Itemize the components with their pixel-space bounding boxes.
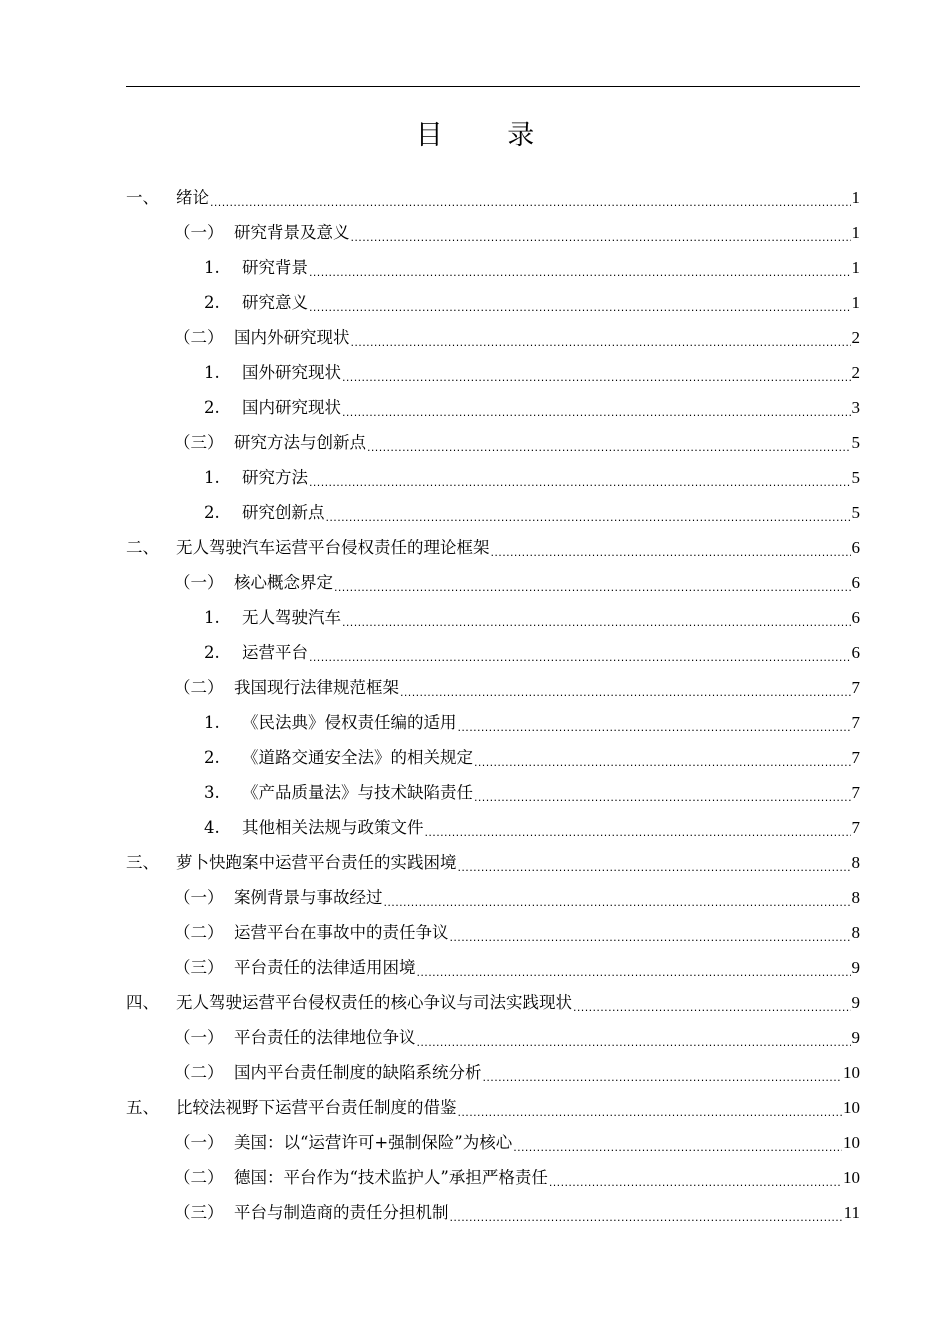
toc-dot-leader (450, 1198, 843, 1235)
toc-entry-title: 无人驾驶汽车运营平台侵权责任的理论框架 (176, 538, 490, 557)
toc-entry-page: 1 (851, 223, 860, 242)
toc-entry-page: 1 (851, 293, 860, 312)
toc-entry-title: 美国：以“运营许可+强制保险”为核心 (234, 1133, 513, 1152)
toc-entry[interactable] (126, 565, 860, 600)
toc-entry-number: 1. (204, 713, 220, 732)
toc-entry-page: 7 (851, 678, 860, 697)
toc-entry-number: 1. (204, 363, 220, 382)
toc-entry-number: 2. (204, 643, 220, 662)
toc-entry-title: 我国现行法律规范框架 (234, 678, 399, 697)
toc-entry-number: （三） (174, 958, 224, 977)
toc-entry-page: 6 (851, 573, 860, 592)
toc-entry[interactable] (126, 250, 860, 285)
toc-entry-page: 2 (851, 328, 860, 347)
toc-entry-title: 平台责任的法律地位争议 (234, 1028, 416, 1047)
toc-entry-page: 6 (851, 608, 860, 627)
toc-entry-page: 9 (851, 1028, 860, 1047)
toc-entry[interactable] (126, 495, 860, 530)
toc-entry-title: 其他相关法规与政策文件 (242, 818, 424, 837)
toc-entry-number: （一） (174, 573, 224, 592)
toc-entry-page: 9 (851, 958, 860, 977)
toc-entry[interactable] (126, 985, 860, 1020)
toc-entry-number: 1. (204, 258, 220, 277)
toc-entry-number: 五、 (126, 1098, 159, 1117)
toc-entry[interactable] (126, 1195, 860, 1230)
toc-entry-page: 8 (851, 888, 860, 907)
toc-entry-number: （三） (174, 1203, 224, 1222)
toc-entry-number: 二、 (126, 538, 159, 557)
toc-entry[interactable] (126, 670, 860, 705)
toc-entry-title: 平台与制造商的责任分担机制 (234, 1203, 449, 1222)
toc-entry[interactable] (126, 1090, 860, 1125)
toc-entry-number: （一） (174, 1133, 224, 1152)
toc-entry[interactable] (126, 600, 860, 635)
toc-entry-page: 6 (851, 643, 860, 662)
toc-entry-title: 绪论 (176, 188, 209, 207)
toc-entry-number: 1. (204, 608, 220, 627)
toc-entry-page: 2 (851, 363, 860, 382)
toc-entry-number: （一） (174, 1028, 224, 1047)
toc-entry-page: 10 (843, 1168, 860, 1187)
toc-entry-page: 7 (851, 818, 860, 837)
toc-entry-title: 运营平台在事故中的责任争议 (234, 923, 449, 942)
toc-entry-title: 案例背景与事故经过 (234, 888, 383, 907)
toc-entry[interactable] (126, 705, 860, 740)
toc-entry-page: 7 (851, 783, 860, 802)
toc-entry-page: 6 (851, 538, 860, 557)
toc-entry-title: 国内外研究现状 (234, 328, 350, 347)
toc-entry-number: 3. (204, 783, 220, 802)
toc-entry-title: 研究背景 (242, 258, 308, 277)
toc-entry-title: 《产品质量法》与技术缺陷责任 (242, 783, 473, 802)
toc-entry[interactable] (126, 460, 860, 495)
toc-entry[interactable] (126, 285, 860, 320)
toc-entry-title: 比较法视野下运营平台责任制度的借鉴 (176, 1098, 457, 1117)
toc-entry-page: 5 (851, 433, 860, 452)
toc-entry-title: 研究创新点 (242, 503, 325, 522)
toc-entry[interactable] (126, 1160, 860, 1195)
toc-entry-title: 《道路交通安全法》的相关规定 (242, 748, 473, 767)
toc-entry[interactable] (126, 320, 860, 355)
toc-entry-number: （一） (174, 888, 224, 907)
toc-entry[interactable] (126, 915, 860, 950)
toc-entry[interactable] (126, 355, 860, 390)
toc-entry-title: 研究意义 (242, 293, 308, 312)
toc-entry[interactable] (126, 880, 860, 915)
toc-entry-page: 7 (851, 748, 860, 767)
toc-entry[interactable] (126, 1020, 860, 1055)
toc-entry-page: 9 (851, 993, 860, 1012)
toc-entry-page: 3 (851, 398, 860, 417)
toc-entry[interactable] (126, 180, 860, 215)
toc-entry-title: 核心概念界定 (234, 573, 333, 592)
toc-entry-title: 研究方法 (242, 468, 308, 487)
toc-entry-number: （二） (174, 923, 224, 942)
toc-entry-page: 7 (851, 713, 860, 732)
toc-entry-number: 一、 (126, 188, 159, 207)
toc-entry-page: 10 (843, 1098, 860, 1117)
toc-title: 目 录 (415, 120, 563, 151)
toc-entry[interactable] (126, 425, 860, 460)
toc-entry-page: 5 (851, 503, 860, 522)
toc-entry-number: 2. (204, 503, 220, 522)
toc-entry-number: （二） (174, 1168, 224, 1187)
toc-entry[interactable] (126, 950, 860, 985)
toc-entry-page: 1 (851, 258, 860, 277)
toc-entry-title: 国内平台责任制度的缺陷系统分析 (234, 1063, 482, 1082)
toc-entry-title: 《民法典》侵权责任编的适用 (242, 713, 457, 732)
toc-entry-number: 四、 (126, 993, 159, 1012)
toc-entry-page: 11 (843, 1203, 860, 1222)
toc-entry-page: 5 (851, 468, 860, 487)
toc-entry-title: 运营平台 (242, 643, 308, 662)
toc-entry-page: 10 (843, 1133, 860, 1152)
toc-entry-title: 平台责任的法律适用困境 (234, 958, 416, 977)
toc-entry-page: 10 (843, 1063, 860, 1082)
toc-entry-title: 研究方法与创新点 (234, 433, 366, 452)
toc-entry-title: 研究背景及意义 (234, 223, 350, 242)
table-of-contents (126, 180, 860, 1230)
toc-entry[interactable] (126, 810, 860, 845)
toc-entry[interactable] (126, 740, 860, 775)
toc-entry[interactable] (126, 845, 860, 880)
toc-entry-title: 无人驾驶汽车 (242, 608, 341, 627)
toc-entry-number: （二） (174, 328, 224, 347)
toc-entry-title: 德国：平台作为“技术监护人”承担严格责任 (234, 1168, 548, 1187)
header-rule (126, 86, 860, 87)
toc-entry-number: 4. (204, 818, 220, 837)
toc-entry-number: 2. (204, 293, 220, 312)
toc-entry-page: 8 (851, 853, 860, 872)
toc-entry-title: 国内研究现状 (242, 398, 341, 417)
toc-entry-page: 8 (851, 923, 860, 942)
toc-entry-number: （二） (174, 1063, 224, 1082)
toc-entry[interactable] (126, 635, 860, 670)
toc-entry-page: 1 (851, 188, 860, 207)
toc-entry-title: 萝卜快跑案中运营平台责任的实践困境 (176, 853, 457, 872)
toc-entry-number: 1. (204, 468, 220, 487)
toc-entry-number: 2. (204, 748, 220, 767)
toc-entry-number: 三、 (126, 853, 159, 872)
toc-entry-number: （三） (174, 433, 224, 452)
toc-entry-number: 2. (204, 398, 220, 417)
toc-entry-number: （二） (174, 678, 224, 697)
toc-entry-number: （一） (174, 223, 224, 242)
toc-entry[interactable] (126, 390, 860, 425)
toc-entry-title: 国外研究现状 (242, 363, 341, 382)
toc-entry[interactable] (126, 1125, 860, 1160)
toc-entry[interactable] (126, 530, 860, 565)
toc-entry[interactable] (126, 1055, 860, 1090)
toc-entry[interactable] (126, 775, 860, 810)
toc-entry[interactable] (126, 215, 860, 250)
toc-entry-title: 无人驾驶运营平台侵权责任的核心争议与司法实践现状 (176, 993, 572, 1012)
